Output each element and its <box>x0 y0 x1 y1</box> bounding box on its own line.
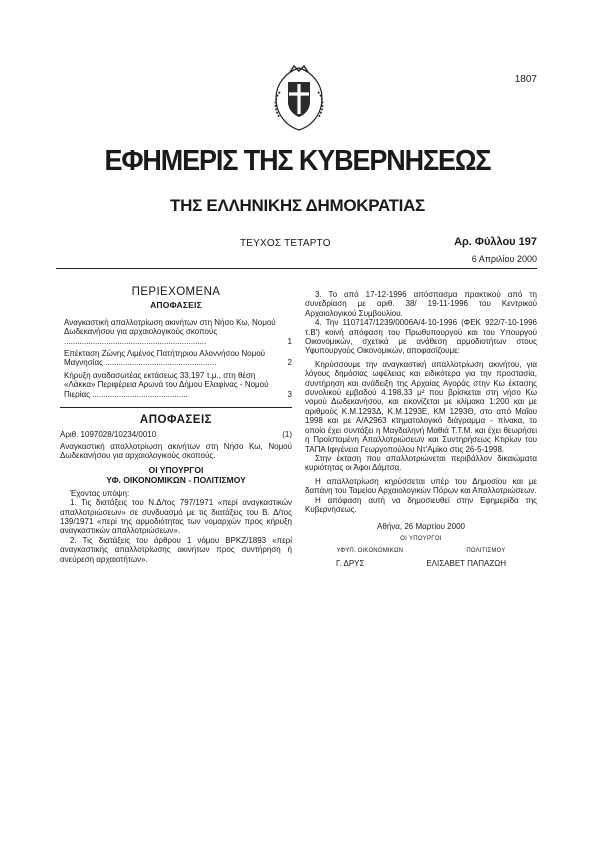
signer-role: ΠΟΛΙΤΙΣΜΟΥ <box>466 548 506 555</box>
decision-ref-number: Αριθ. 1097028/10234/0010 <box>60 430 157 440</box>
decision-ref-index: (1) <box>282 430 292 440</box>
contents-divider <box>60 407 292 408</box>
body-paragraph: Κηρύσσουμε την αναγκαστική απαλλοτρίωση ακινήτου, για λόγους δημόσιας ωφέλειας και ειδικότερα για την προστασία, συντήρηση και ανάδειξη της Αρχαίας Αγοράς στην Κω έκτασης συνολικού εμβαδού 4.198,33 μ² που βρίσκεται στη νήσο Κω νομού Δωδεκανήσου, και εικονίζεται με κλίμακα 1:200 και με αριθμούς Κ.Μ.1293Δ, Κ.Μ.1293Ε, ΚΜ 1293Θ, στο από Μαΐου 1998 και με Α/Α2963 κτηματολογικό διάγραμμα - πίνακα, το οποίο έχει συντάξει η Μαγδαληνή Μαθιά Τ.Τ.Μ. και έχει θεωρήσει η Προϊσταμένη Απαλλοτριώσεων και Συντηρήσεως Κτιρίων του ΤΑΠΑ Ιφιγένεια Γεωργοπούλου Ντ'Αμίκο στις 26-5-1998. <box>305 359 537 454</box>
body-paragraph: 4. Την 1107147/1239/0006Α/4-10-1996 (ΦΕΚ 922/7-10-1996 τ.Β') κοινή απόφαση του Πρωθυπουργού και του Υπουργού Οικονομικών, σχετικά με ανάθεση αρμοδιοτήτων στους Υφυπουργούς Οικονομικών, αποφασίζουμε: <box>305 318 537 356</box>
toc-item-page: 2 <box>287 358 292 368</box>
place-date: Αθήνα, 26 Μαρτίου 2000 <box>377 522 465 532</box>
left-column <box>60 288 292 564</box>
signer-name: Γ. ΔΡΥΣ <box>335 558 365 568</box>
decision-summary: Αναγκαστική απαλλοτρίωση ακινήτων στη Νήσο Κω, Νομού Δωδεκανήσου για αρχαιολογικούς σκοπούς. <box>60 441 292 461</box>
decision-reference <box>60 430 292 439</box>
toc-item[interactable] <box>60 371 292 399</box>
decisions-heading: ΑΠΟΦΑΣΕΙΣ <box>139 414 213 427</box>
authority-line-2: ΥΦ. ΟΙΚΟΝΟΜΙΚΩΝ - ΠΟΛΙΤΙΣΜΟΥ <box>106 474 246 485</box>
toc-item-text: Αναγκαστική απαλλοτρίωση ακινήτων στη Νήσο Κω, Νομού Δωδεκανήσου για αρχαιολογικούς σκοπούς ................................................................ <box>64 317 276 346</box>
authority-heading <box>60 465 292 485</box>
masthead-subtitle: ΤΗΣ ΕΛΛΗΝΙΚΗΣ ΔΗΜΟΚΡΑΤΙΑΣ <box>170 196 425 215</box>
body-paragraph: Στην έκταση που απαλλοτριώνεται περιβάλλον δικαιώματα κυριότητας οι Άφοι Δάμτσα. <box>305 453 537 473</box>
issue-type: ΤΕΥΧΟΣ ΤΕΤΑΡΤΟ <box>240 238 331 249</box>
body-paragraph: 1. Τις διατάξεις του Ν.Δ/τος 797/1971 «περί αναγκαστικών απαλλοτριώσεων» σε συνδυασμό με τις διατάξεις του Β. Δ/τος 139/1971 «περί της αρμοδιότητας των νομαρχών προς κήρυξη αναγκαστικών απαλλοτριώσεων». <box>60 498 292 536</box>
header-divider <box>56 268 537 269</box>
page-number: 1807 <box>514 74 537 85</box>
authority-line-1: ΟΙ ΥΠΟΥΡΓΟΙ <box>148 464 204 475</box>
toc-item[interactable] <box>60 349 292 368</box>
right-column <box>305 290 537 568</box>
toc-item-text: Επέκταση Ζώνης Λιμένος Πατήτηριου Αλοννήσου Νομού Μαγνησίας .................................................. <box>64 349 266 368</box>
contents-heading: ΠΕΡΙΕΧΟΜΕΝΑ <box>131 286 221 298</box>
coat-of-arms-icon <box>268 62 330 134</box>
toc-item-page: 1 <box>287 336 292 346</box>
signer-role: ΥΦΥΠ. ΟΙΚΟΝΟΜΙΚΩΝ <box>336 548 404 555</box>
signers-caption: ΟΙ ΥΠΟΥΡΓΟΙ <box>400 535 442 542</box>
toc-item-text: Κήρυξη αναδασωτέας εκτάσεως 33,197 τ.μ., στη θέση «Λάκκα» Περιφέρεια Αρωνά του Δήμου Ελαφίνας - Νομού Πιερίας ........................................... <box>64 370 269 399</box>
signer-roles <box>305 547 537 556</box>
signature-block <box>305 522 537 568</box>
body-paragraph: Η απαλλοτρίωση κηρύσσεται υπέρ του Δημοσίου και με δαπάνη του Ταμείου Αρχαιολογικών Πόρων και Απαλλοτριώσεων. <box>305 476 537 496</box>
signer-names <box>305 559 537 568</box>
masthead-title: ΕΦΗΜΕΡΙΣ ΤΗΣ ΚΥΒΕΡΝΗΣΕΩΣ <box>104 145 491 177</box>
toc-item-page: 3 <box>287 389 292 399</box>
sheet-number: Αρ. Φύλλου 197 <box>454 236 537 248</box>
toc-item[interactable] <box>60 318 292 346</box>
intro-paragraph: Έχοντας υπόψη: <box>70 488 130 498</box>
issue-date: 6 Απριλίου 2000 <box>471 254 537 264</box>
contents-section: ΑΠΟΦΑΣΕΙΣ <box>150 300 202 311</box>
body-paragraph: 3. Το από 17-12-1996 απόσπασμα πρακτικού από τη συνεδρίαση με αριθ. 38/ 19-11-1996 του Κεντρικού Αρχαιολογικού Συμβουλίου. <box>305 290 537 318</box>
body-paragraph: 2. Τις διατάξεις του άρθρου 1 νόμου ΒΡΚΖ/1893 «περί αναγκαστικής απαλλοτρίωσης ακινήτων προς συντήρηση ή ανεύρεση αρχαιοτήτων». <box>60 535 292 564</box>
signer-name: ΕΛΙΣΑΒΕΤ ΠΑΠΑΖΩΗ <box>426 558 507 568</box>
body-paragraph: Η απόφαση αυτή να δημοσιευθεί στην Εφημερίδα της Κυβερνήσεως. <box>305 495 537 514</box>
